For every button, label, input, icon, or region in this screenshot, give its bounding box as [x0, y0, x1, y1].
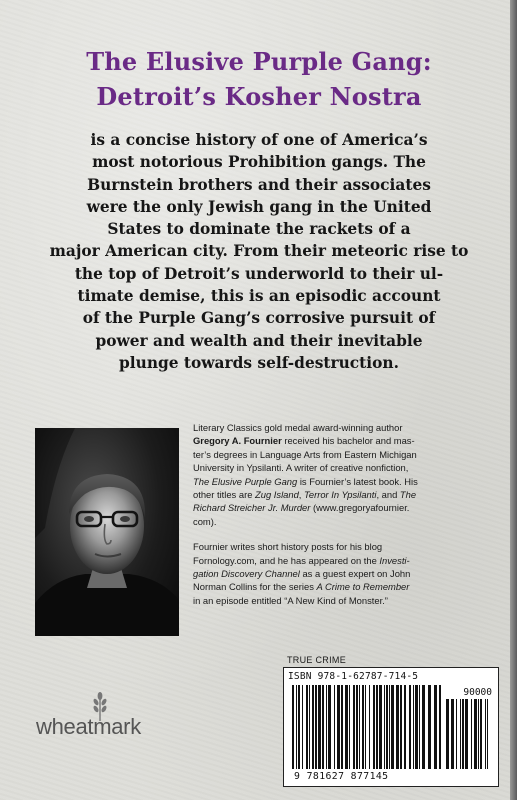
summary-line: power and wealth and their inevitable — [95, 331, 423, 350]
summary-line: plunge towards self-destruction. — [119, 353, 399, 372]
summary-line: is a concise history of one of America’s — [90, 131, 428, 149]
genre-label: TRUE CRIME — [287, 655, 346, 665]
bio-text: (www.gregoryafournier. — [310, 502, 410, 514]
book-title-line-1: The Elusive Purple Gang: — [86, 47, 432, 76]
summary-line: were the only Jewish gang in the United — [86, 197, 432, 216]
price-code: 90000 — [463, 687, 492, 698]
barcode-bars — [292, 685, 442, 769]
bio-line — [193, 501, 495, 514]
bio-text: , — [298, 489, 305, 501]
bio-line: Fournier writes short history posts for his blog — [193, 541, 383, 553]
publisher-logo — [36, 706, 196, 746]
summary-line: timate demise, this is an episodic account — [77, 287, 441, 306]
bio-line — [193, 475, 495, 488]
bio-text: Fornology.com, and he has appeared on the — [193, 554, 380, 566]
bio-line: Literary Classics gold medal award-winning author — [193, 422, 403, 433]
bio-line — [193, 567, 495, 580]
tv-channel-ref: gation Discovery Channel — [193, 568, 300, 580]
bio-line: in an episode entitled “A New Kind of Monster.” — [193, 594, 388, 606]
author-portrait-illustration — [35, 428, 179, 636]
bio-text: , and — [376, 489, 400, 501]
book-title-ref: Zug Island — [255, 489, 299, 501]
book-title-ref: The — [399, 489, 417, 501]
summary-line: Burnstein brothers and their associates — [87, 175, 431, 194]
bio-text: other titles are — [193, 489, 256, 501]
spine-edge — [510, 0, 517, 800]
book-summary — [26, 129, 492, 374]
isbn-barcode — [283, 667, 499, 787]
summary-line: of the Purple Gang’s corrosive pursuit of — [82, 309, 436, 328]
bio-text: Norman Collins for the series — [193, 581, 317, 593]
summary-line: States to dominate the rackets of a — [107, 220, 411, 239]
book-title-line-2: Detroit’s Kosher Nostra — [96, 82, 422, 111]
wheat-icon — [88, 692, 112, 722]
summary-line: most notorious Prohibition gangs. The — [92, 153, 426, 172]
book-title-ref: Terror In Ypsilanti — [304, 489, 377, 501]
author-name: Gregory A. Fournier — [193, 435, 282, 447]
isbn-number: ISBN 978-1-62787-714-5 — [288, 671, 419, 682]
summary-line: major American city. From their meteoric rise to — [49, 242, 469, 261]
bio-line — [193, 580, 495, 593]
addon-barcode-bars — [446, 699, 492, 769]
bio-line: University in Ypsilanti. A writer of creative nonfiction, — [193, 462, 409, 474]
bio-paragraph-2 — [193, 540, 495, 607]
bio-text: received his bachelor and mas- — [281, 435, 415, 447]
author-photo — [35, 428, 179, 636]
author-bio — [193, 421, 495, 619]
tv-channel-ref: Investi- — [379, 554, 410, 566]
book-title-ref: The Elusive Purple Gang — [193, 475, 298, 487]
bio-line: com). — [193, 515, 217, 527]
bio-paragraph-1 — [193, 421, 495, 528]
bio-text: is Fournier’s latest book. His — [297, 475, 418, 487]
summary-line: the top of Detroit’s underworld to their ul- — [74, 264, 444, 283]
bio-text: as a guest expert on John — [299, 568, 411, 580]
ean-digits: 9 781627 877145 — [294, 771, 389, 782]
bio-line: ter’s degrees in Language Arts from Eastern Michigan — [193, 448, 417, 460]
tv-series-ref: A Crime to Remember — [316, 581, 410, 593]
publisher-name: wheatmark — [36, 714, 141, 739]
book-title — [20, 44, 498, 114]
bio-line — [193, 434, 495, 447]
bio-line — [193, 488, 495, 501]
book-title-ref: Richard Streicher Jr. Murder — [193, 502, 311, 514]
bio-line — [193, 554, 495, 567]
